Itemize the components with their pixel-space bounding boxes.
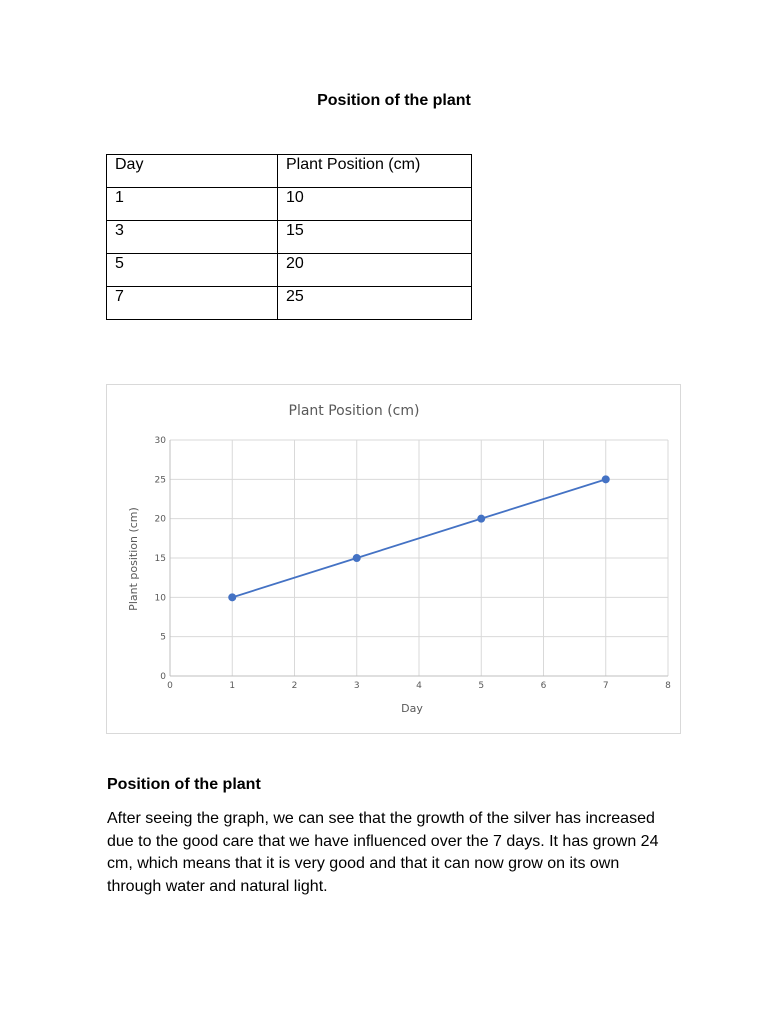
chart-frame — [106, 384, 681, 734]
table-row — [107, 188, 472, 221]
body-paragraph: After seeing the graph, we can see that the growth of the silver has increased due to the good care that we have influenced over the 7 days. It has grown 24 cm, which means that it is very good and that it can now grow on its own through water and natural light. — [107, 810, 659, 895]
data-point — [229, 594, 236, 601]
table-header-cell: Plant Position (cm) — [278, 155, 472, 188]
data-point — [478, 515, 485, 522]
x-tick-label: 3 — [353, 681, 360, 691]
table-row — [107, 221, 472, 254]
x-axis-label: Day — [401, 702, 423, 715]
table-cell: 10 — [278, 188, 472, 221]
chart-grid — [170, 440, 668, 676]
table-cell: 20 — [278, 254, 472, 287]
table-row — [107, 287, 472, 320]
x-tick-label: 5 — [478, 681, 485, 691]
y-tick-label: 25 — [154, 475, 166, 486]
table-cell: 7 — [107, 287, 278, 320]
x-tick-label: 4 — [416, 681, 422, 691]
y-tick-label: 20 — [154, 514, 166, 525]
table-cell: 15 — [278, 221, 472, 254]
x-tick-label: 2 — [291, 681, 298, 691]
x-tick-label: 7 — [602, 681, 609, 691]
table-cell: 3 — [107, 221, 278, 254]
table-header-cell: Day — [107, 155, 278, 188]
table-header-row — [107, 155, 472, 188]
section-heading: Position of the plant — [107, 776, 261, 793]
x-tick-label: 6 — [540, 681, 547, 691]
document-title: Position of the plant — [317, 92, 471, 109]
plant-position-chart — [107, 385, 682, 735]
y-tick-label: 30 — [154, 436, 166, 446]
data-point — [602, 476, 609, 483]
table-row — [107, 254, 472, 287]
chart-title: Plant Position (cm) — [288, 403, 420, 419]
table-cell: 25 — [278, 287, 472, 320]
data-point — [353, 555, 360, 562]
table-cell: 5 — [107, 254, 278, 287]
table-cell: 1 — [107, 188, 278, 221]
data-table — [106, 154, 472, 320]
y-axis-label: Plant position (cm) — [127, 507, 140, 611]
y-tick-label: 15 — [154, 554, 166, 564]
x-tick-label: 0 — [167, 681, 173, 691]
y-tick-label: 0 — [160, 672, 166, 682]
y-tick-label: 5 — [160, 632, 166, 643]
x-tick-label: 8 — [665, 681, 671, 691]
x-tick-label: 1 — [229, 681, 236, 691]
y-tick-label: 10 — [154, 593, 166, 604]
